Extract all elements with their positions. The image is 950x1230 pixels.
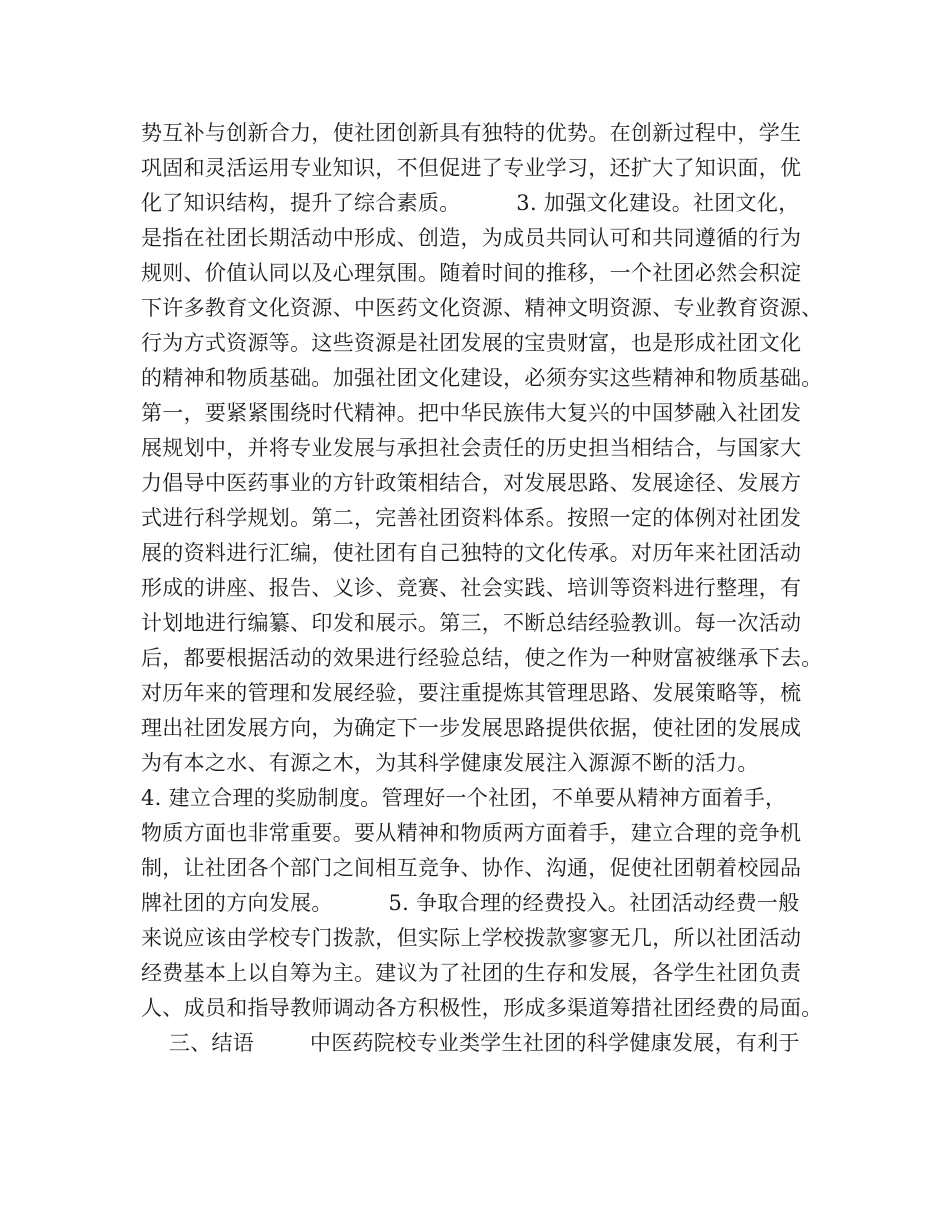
text-line: 理出社团发展方向，为确定下一步发展思路提供依据，使社团的发展成 (141, 716, 802, 740)
text-line: 经费基本上以自筹为主。建议为了社团的生存和发展，各学生社团负责 (141, 961, 802, 985)
text-line: 物质方面也非常重要。要从精神和物质两方面着手，建立合理的竞争机 (141, 821, 802, 845)
text-line: 三、结语 中医药院校专业类学生社团的科学健康发展，有利于 (141, 1031, 800, 1055)
text-line: 展的资料进行汇编，使社团有自己独特的文化传承。对历年来社团活动 (141, 541, 802, 565)
text-line: 形成的讲座、报告、义诊、竞赛、社会实践、培训等资料进行整理，有 (141, 576, 802, 600)
text-line: 势互补与创新合力，使社团创新具有独特的优势。在创新过程中，学生 (141, 121, 802, 145)
text-line: 力倡导中医药事业的方针政策相结合，对发展思路、发展途径、发展方 (141, 471, 802, 495)
text-line: 计划地进行编纂、印发和展示。第三，不断总结经验教训。每一次活动 (141, 611, 802, 635)
text-line: 式进行科学规划。第二，完善社团资料体系。按照一定的体例对社团发 (141, 506, 802, 530)
text-line: 来说应该由学校专门拨款，但实际上学校拨款寥寥无几，所以社团活动 (141, 926, 802, 950)
text-line: 制，让社团各个部门之间相互竞争、协作、沟通，促使社团朝着校园品 (141, 856, 802, 880)
text-line: 对历年来的管理和发展经验，要注重提炼其管理思路、发展策略等，梳 (141, 681, 802, 705)
text-line: 后，都要根据活动的效果进行经验总结，使之作为一种财富被继承下去。 (141, 646, 823, 670)
text-line: 行为方式资源等。这些资源是社团发展的宝贵财富，也是形成社团文化 (141, 331, 802, 355)
text-line: 的精神和物质基础。加强社团文化建设，必须夯实这些精神和物质基础。 (141, 366, 823, 390)
text-line: 巩固和灵活运用专业知识，不但促进了专业学习，还扩大了知识面，优 (141, 156, 802, 180)
text-line: 牌社团的方向发展。 5. 争取合理的经费投入。社团活动经费一般 (141, 891, 800, 915)
text-line: 是指在社团长期活动中形成、创造，为成员共同认可和共同遵循的行为 (141, 226, 802, 250)
text-line: 规则、价值认同以及心理氛围。随着时间的推移，一个社团必然会积淀 (141, 261, 802, 285)
text-line: 人、成员和指导教师调动各方积极性，形成多渠道筹措社团经费的局面。 (141, 996, 823, 1020)
text-line: 第一，要紧紧围绕时代精神。把中华民族伟大复兴的中国梦融入社团发 (141, 401, 802, 425)
text-line: 化了知识结构，提升了综合素质。 3. 加强文化建设。社团文化， (141, 191, 800, 215)
text-line: 4. 建立合理的奖励制度。管理好一个社团，不单要从精神方面着手， (141, 786, 787, 810)
text-line: 下许多教育文化资源、中医药文化资源、精神文明资源、专业教育资源、 (141, 296, 823, 320)
text-line: 为有本之水、有源之木，为其科学健康发展注入源源不断的活力。 (141, 751, 759, 775)
text-line: 展规划中，并将专业发展与承担社会责任的历史担当相结合，与国家大 (141, 436, 802, 460)
body-text (141, 116, 841, 1061)
